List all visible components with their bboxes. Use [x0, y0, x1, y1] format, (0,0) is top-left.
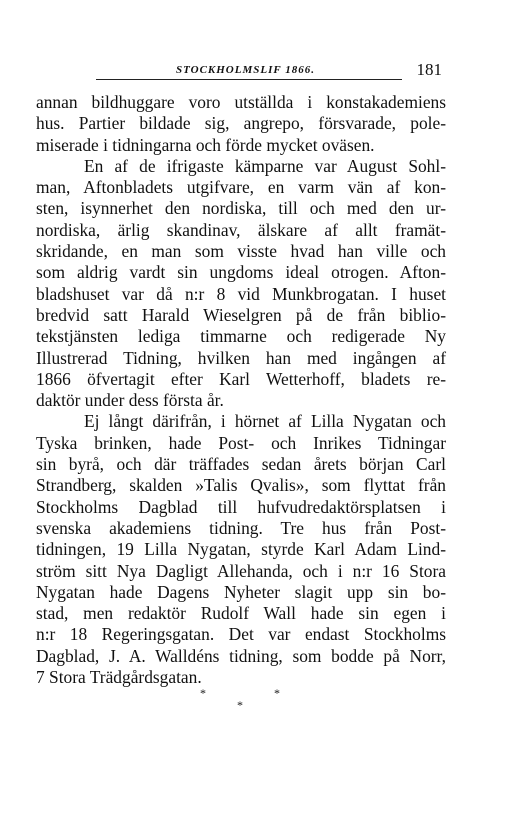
page-number: 181: [416, 60, 442, 79]
running-head: [96, 60, 442, 80]
section-break-asterisks: [200, 686, 290, 716]
text-line: Dagblad, J. A. Walldéns tidning, som bodde på Norr,: [36, 645, 446, 666]
text-line: n:r 18 Regeringsgatan. Det var endast Stockholms: [36, 624, 446, 645]
text-line: 7 Stora Trädgårdsgatan.: [36, 667, 202, 688]
text-line: tidningen, 19 Lilla Nygatan, styrde Karl Adam Lind-: [36, 539, 446, 560]
body-text: [36, 92, 446, 688]
running-title: STOCKHOLMSLIF 1866.: [176, 64, 316, 76]
text-line: Strandberg, skalden »Talis Qvalis», som flyttat från: [36, 475, 446, 496]
asterisk-icon: *: [274, 686, 280, 700]
text-line: bladshuset var då n:r 8 vid Munkbrogatan. I huset: [36, 283, 446, 304]
text-line: nordiska, ärlig skandinav, älskare af allt framät-: [36, 219, 446, 240]
text-line: sten, isynnerhet den nordiska, till och med den ur-: [36, 198, 446, 219]
header-rule: [96, 79, 402, 80]
text-line: skridande, en man som visste hvad han ville och: [36, 241, 446, 262]
text-line: 1866 öfvertagit efter Karl Wetterhoff, bladets re-: [36, 368, 446, 389]
asterisk-icon: *: [200, 686, 206, 700]
text-line: daktör under dess första år.: [36, 390, 224, 411]
text-line: En af de ifrigaste kämparne var August Sohl-: [84, 155, 446, 176]
text-line: stad, men redaktör Rudolf Wall hade sin egen i: [36, 603, 446, 624]
text-line: Stockholms Dagblad till hufvudredaktörsplatsen i: [36, 496, 446, 517]
asterisk-icon: *: [237, 698, 243, 712]
text-line: miserade i tidningarna och förde mycket oväsen.: [36, 134, 375, 155]
text-line: man, Aftonbladets utgifvare, en varm vän af kon-: [36, 177, 446, 198]
text-line: sin byrå, och där träffades sedan årets början Carl: [36, 454, 446, 475]
text-line: tekstjänsten lediga timmarne och redigerade Ny: [36, 326, 446, 347]
text-line: ström sitt Nya Dagligt Allehanda, och i n:r 16 Stora: [36, 560, 446, 581]
text-line: hus. Partier bildade sig, angrepo, försvarade, pole-: [36, 113, 446, 134]
text-line: Illustrerad Tidning, hvilken han med ingången af: [36, 347, 446, 368]
text-line: annan bildhuggare voro utställda i konstakademiens: [36, 92, 446, 112]
text-line: Nygatan hade Dagens Nyheter slagit upp sin bo-: [36, 581, 446, 602]
text-line: som aldrig vardt sin ungdoms ideal otrogen. Afton-: [36, 262, 446, 283]
text-line: svenska akademiens tidning. Tre hus från Post-: [36, 517, 446, 538]
text-line: Tyska brinken, hade Post- och Inrikes Tidningar: [36, 432, 446, 453]
text-line: bredvid satt Harald Wieselgren på de från biblio-: [36, 304, 446, 325]
text-line: Ej långt därifrån, i hörnet af Lilla Nygatan och: [84, 411, 446, 432]
